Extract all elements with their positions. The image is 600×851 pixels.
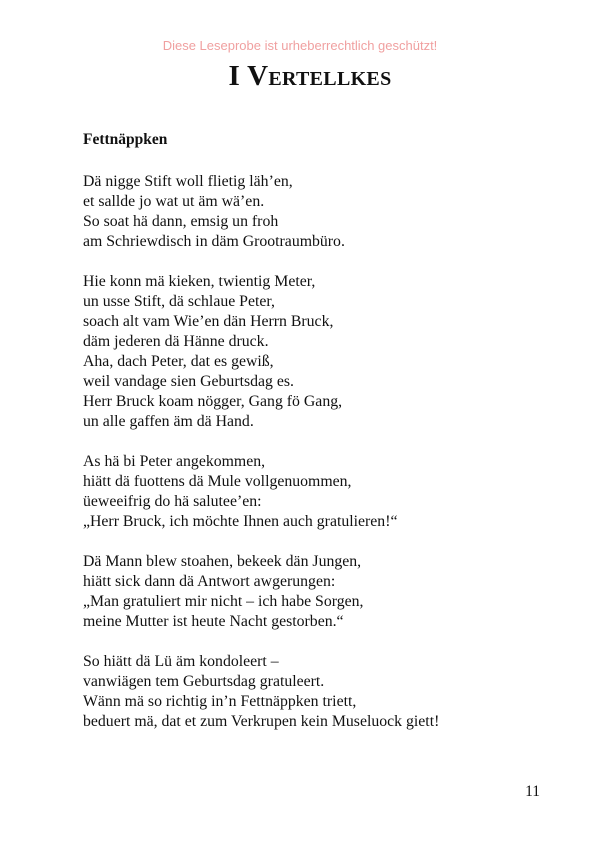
copyright-watermark: Diese Leseprobe ist urheberrechtlich geschützt! (162, 38, 438, 53)
poem-line: „Herr Bruck, ich möchte Ihnen auch gratulieren!“ (83, 513, 398, 530)
poem-line: weil vandage sien Geburtsdag es. (83, 373, 294, 390)
poem-line: soach alt vam Wie’en dän Herrn Bruck, (83, 313, 334, 330)
stanza-2 (83, 272, 583, 432)
poem-line: vanwiägen tem Geburtsdag gratuleert. (83, 673, 325, 690)
poem-line: meine Mutter ist heute Nacht gestorben.“ (83, 613, 344, 630)
poem-line: Wänn mä so richtig in’n Fettnäppken triett, (83, 693, 357, 710)
poem-line: Dä nigge Stift woll flietig läh’en, (83, 173, 293, 190)
poem-line: däm jederen dä Hänne druck. (83, 333, 269, 350)
chapter-title: I Vertellkes (228, 60, 392, 92)
poem-line: et sallde jo wat ut äm wä’en. (83, 193, 265, 210)
poem-line: Dä Mann blew stoahen, bekeek dän Jungen, (83, 553, 362, 570)
poem-line: hiätt sick dann dä Antwort awgerungen: (83, 573, 336, 590)
poem-line: Hie konn mä kieken, twientig Meter, (83, 273, 316, 290)
poem-line: „Man gratuliert mir nicht – ich habe Sorgen, (83, 593, 364, 610)
poem-line: un alle gaffen äm dä Hand. (83, 413, 254, 430)
page-number: 11 (525, 783, 540, 800)
poem-title: Fettnäppken (83, 131, 168, 148)
poem-line: So hiätt dä Lü äm kondoleert – (83, 653, 279, 670)
stanza-5 (83, 652, 583, 732)
poem-body (83, 172, 583, 752)
poem-line: un usse Stift, dä schlaue Peter, (83, 293, 275, 310)
poem-line: üeweeifrig do hä salutee’en: (83, 493, 262, 510)
poem-line: Aha, dach Peter, dat es gewiß, (83, 353, 274, 370)
stanza-1 (83, 172, 583, 252)
poem-line: As hä bi Peter angekommen, (83, 453, 266, 470)
stanza-4 (83, 552, 583, 632)
poem-line: hiätt dä fuottens dä Mule vollgenuommen, (83, 473, 352, 490)
poem-line: So soat hä dann, emsig un froh (83, 213, 279, 230)
poem-line: Herr Bruck koam nögger, Gang fö Gang, (83, 393, 343, 410)
poem-line: am Schriewdisch in däm Grootraumbüro. (83, 233, 345, 250)
stanza-3 (83, 452, 583, 532)
poem-line: beduert mä, dat et zum Verkrupen kein Museluock giett! (83, 713, 440, 730)
